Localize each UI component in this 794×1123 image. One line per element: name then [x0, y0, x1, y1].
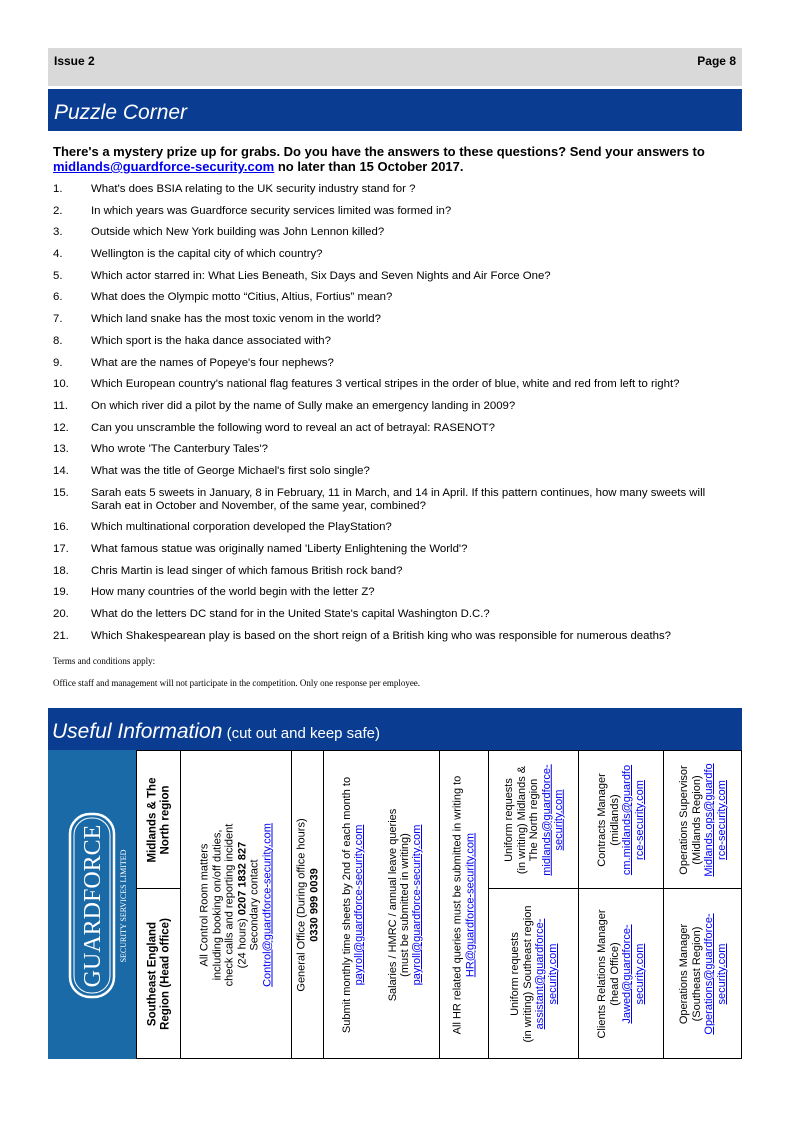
payroll-line-3: (must be submitted in writing)	[398, 832, 411, 977]
question-text: Who wrote 'The Canterbury Tales'?	[91, 443, 268, 456]
ops-sup-line-1: Operations Supervisor	[677, 764, 690, 875]
uniform-southeast-email-b[interactable]: security.com	[546, 943, 558, 1004]
payroll-email-link-2[interactable]: payroll@guardforce-security.com	[410, 824, 423, 985]
intro-suffix: no later than 15 October 2017.	[274, 159, 464, 174]
question-text: Which land snake has the most toxic venom in the world?	[91, 313, 381, 326]
question-text: Which sport is the haka dance associated with?	[91, 334, 331, 347]
competition-note: Office staff and management will not participate in the competition. Only one response per employee.	[53, 678, 421, 688]
logo-tagline: SECURITY SERVICES LIMITED	[119, 849, 128, 963]
general-office-phone: 0330 999 0039	[307, 867, 320, 942]
ops-sup-email-b[interactable]: rce-security.com	[715, 779, 727, 860]
question-text: What's does BSIA relating to the UK security industry stand for ?	[91, 183, 416, 195]
question-text: Which Shakespearean play is based on the short reign of a British king who was responsible for numerous deaths?	[91, 629, 671, 642]
question-number: 4.	[53, 248, 63, 261]
question-number: 12.	[53, 421, 69, 434]
question-number: 15.	[53, 486, 69, 499]
control-room-cell	[181, 751, 291, 1058]
question-number: 1.	[53, 183, 63, 195]
question-number: 19.	[53, 586, 69, 599]
control-24h: (24 hours)	[236, 914, 248, 968]
question-item	[53, 357, 733, 370]
payroll-email-link-1[interactable]: payroll@guardforce-security.com	[352, 824, 365, 985]
question-text: Outside which New York building was John Lennon killed?	[91, 226, 385, 239]
question-number: 3.	[53, 226, 63, 239]
clients-relations-cell	[579, 889, 663, 1058]
contracts-line-1: Contracts Manager	[596, 772, 608, 867]
question-number: 16.	[53, 521, 69, 534]
region-southeast: Southeast England Region (Head office)	[146, 917, 171, 1030]
puzzle-corner-banner	[48, 89, 742, 131]
question-number: 5.	[53, 269, 63, 282]
region-midlands-cell	[137, 751, 180, 888]
question-item	[53, 378, 733, 391]
contracts-email-a[interactable]: cm.midlands@guardfo	[621, 764, 633, 875]
hr-cell	[440, 751, 488, 1058]
contracts-manager-cell	[579, 751, 663, 888]
uniform-southeast-line-2: (in writing) Southeast region	[521, 905, 533, 1042]
control-email-link[interactable]: Control@guardforce-security.com	[261, 822, 273, 987]
question-text: What was the title of George Michael's first solo single?	[91, 464, 370, 477]
clients-email-b[interactable]: security.com	[633, 943, 646, 1004]
contracts-line-2: (midlands)	[608, 793, 621, 846]
region-southeast-cell	[137, 889, 180, 1058]
useful-title-text: Useful Information	[52, 720, 223, 743]
control-line-2: including booking on/off duties,	[211, 829, 223, 980]
question-item	[53, 226, 733, 239]
question-text: Which actor starred in: What Lies Beneath, Six Days and Seven Nights and Air Force One?	[91, 269, 551, 282]
ops-mgr-email-a[interactable]: Operations@guardforce-	[702, 912, 715, 1035]
control-line-5: Secondary contact	[248, 858, 261, 951]
question-text: Wellington is the capital city of which country?	[91, 248, 323, 261]
question-number: 10.	[53, 378, 69, 391]
question-number: 21.	[53, 629, 69, 642]
question-item	[53, 400, 733, 413]
useful-subtitle: (cut out and keep safe)	[222, 725, 381, 742]
clients-email-a[interactable]: Jawed@guardforce-	[621, 923, 633, 1024]
submission-email-link[interactable]: midlands@guardforce-security.com	[53, 159, 275, 174]
question-item	[53, 248, 733, 261]
question-item	[53, 443, 733, 456]
uniform-southeast-cell	[489, 889, 578, 1058]
ops-sup-line-2: (Midlands Region)	[690, 774, 702, 865]
page-header-bar	[48, 48, 742, 86]
uniform-midlands-email-b[interactable]: security.com	[552, 789, 565, 850]
terms-text: Terms and conditions apply:	[53, 656, 156, 666]
question-item	[53, 422, 733, 435]
question-item	[53, 335, 733, 348]
puzzle-intro	[53, 144, 733, 174]
page-number: Page 8	[697, 54, 736, 68]
question-item	[53, 630, 733, 643]
question-item	[53, 270, 733, 283]
operations-supervisor-cell	[664, 751, 741, 888]
question-text: Sarah eats 5 sweets in January, 8 in February, 11 in March, and 14 in April. If this pattern continues, how many sweets will Sarah eat in October and November, of the same year, combined?	[91, 486, 706, 512]
payroll-line-1: Submit monthly time sheets by 2nd of each month to	[340, 776, 353, 1033]
question-number: 11.	[53, 399, 68, 412]
guardforce-logo	[48, 750, 136, 1059]
control-line-1: All Control Room matters	[198, 843, 211, 966]
question-text: Can you unscramble the following word to reveal an act of betrayal: RASENOT?	[91, 421, 495, 434]
uniform-midlands-cell	[489, 751, 578, 888]
control-line-3: check calls and reporting incident	[223, 823, 236, 986]
question-number: 9.	[53, 356, 63, 369]
ops-mgr-email-b[interactable]: security.com	[715, 943, 727, 1004]
question-text: What do the letters DC stand for in the United State's capital Washington D.C.?	[91, 608, 490, 621]
contact-grid	[136, 750, 742, 1059]
question-number: 6.	[53, 291, 63, 304]
uniform-southeast-line-1: Uniform requests	[508, 931, 521, 1016]
question-text: What famous statue was originally named 'Liberty Enlightening the World'?	[91, 543, 468, 555]
question-item	[53, 565, 733, 578]
question-number: 8.	[53, 334, 63, 347]
question-number: 14.	[53, 464, 69, 477]
contracts-email-b[interactable]: rce-security.com	[633, 779, 646, 860]
general-office-cell	[292, 751, 323, 1058]
hr-email-link[interactable]: HR@guardforce-security.com	[464, 832, 476, 977]
question-number: 20.	[53, 608, 69, 621]
payroll-line-2: Salaries / HMRC / annual leave queries	[386, 808, 399, 1001]
region-midlands: Midlands & The North region	[146, 777, 171, 862]
uniform-midlands-line-2: (in writing) Midlands &	[514, 765, 527, 874]
uniform-southeast-email-a[interactable]: assistant@guardforce-	[533, 918, 546, 1029]
useful-info-banner	[48, 708, 742, 750]
contact-info-table	[48, 750, 742, 1060]
ops-sup-email-a[interactable]: Midlands.ops@guardfo	[702, 762, 715, 877]
general-office-label: General Office (During office hours)	[295, 817, 307, 992]
question-item	[53, 543, 733, 556]
question-item	[53, 313, 733, 326]
uniform-midlands-line-3: The North region	[527, 778, 540, 861]
question-text: What does the Olympic motto “Citius, Altius, Fortius” mean?	[91, 291, 393, 304]
issue-number: Issue 2	[54, 54, 95, 68]
question-text: What are the names of Popeye's four nephews?	[91, 356, 334, 369]
puzzle-corner-title: Puzzle Corner	[54, 101, 188, 124]
useful-info-title	[52, 720, 380, 744]
hr-line-1: All HR related queries must be submitted in writing to	[451, 775, 464, 1034]
clients-line-2: (head Office)	[608, 941, 621, 1006]
question-text: Chris Martin is lead singer of which famous British rock band?	[91, 564, 403, 577]
payroll-cell	[324, 751, 439, 1058]
question-text: In which years was Guardforce security services limited was formed in?	[91, 204, 452, 217]
question-number: 7.	[53, 313, 63, 326]
question-number: 13.	[53, 443, 69, 456]
control-phone: 0207 1832 827	[236, 841, 248, 915]
uniform-midlands-line-1: Uniform requests	[502, 777, 515, 862]
question-item	[53, 521, 733, 534]
ops-mgr-line-1: Operations Manager	[677, 923, 690, 1024]
operations-manager-cell	[664, 889, 741, 1058]
question-list	[53, 183, 733, 651]
question-text: On which river did a pilot by the name of Sully make an emergency landing in 2009?	[91, 399, 516, 412]
question-number: 18.	[53, 564, 69, 577]
question-item	[53, 487, 733, 513]
question-item	[53, 586, 733, 599]
ops-mgr-line-2: (Southeast Region)	[690, 926, 702, 1021]
question-item	[53, 465, 733, 478]
question-text: Which European country's national flag features 3 vertical stripes in the order of blue, white and red from left to right?	[91, 378, 680, 391]
question-number: 17.	[53, 543, 69, 555]
question-item	[53, 291, 733, 304]
control-line-4	[236, 823, 249, 987]
question-text: Which multinational corporation developed the PlayStation?	[91, 521, 392, 534]
clients-line-1: Clients Relations Manager	[596, 908, 608, 1039]
uniform-midlands-email-a[interactable]: midlands@guardforce-	[539, 763, 552, 876]
question-number: 2.	[53, 204, 63, 217]
logo-icon	[48, 750, 136, 1059]
intro-prefix: There's a mystery prize up for grabs. Do you have the answers to these questions? Send your answers to	[53, 144, 705, 159]
logo-name: GUARDFORCE	[80, 824, 106, 988]
question-item	[53, 608, 733, 621]
question-item	[53, 205, 733, 218]
question-text: How many countries of the world begin with the letter Z?	[91, 586, 375, 599]
question-item	[53, 183, 733, 196]
